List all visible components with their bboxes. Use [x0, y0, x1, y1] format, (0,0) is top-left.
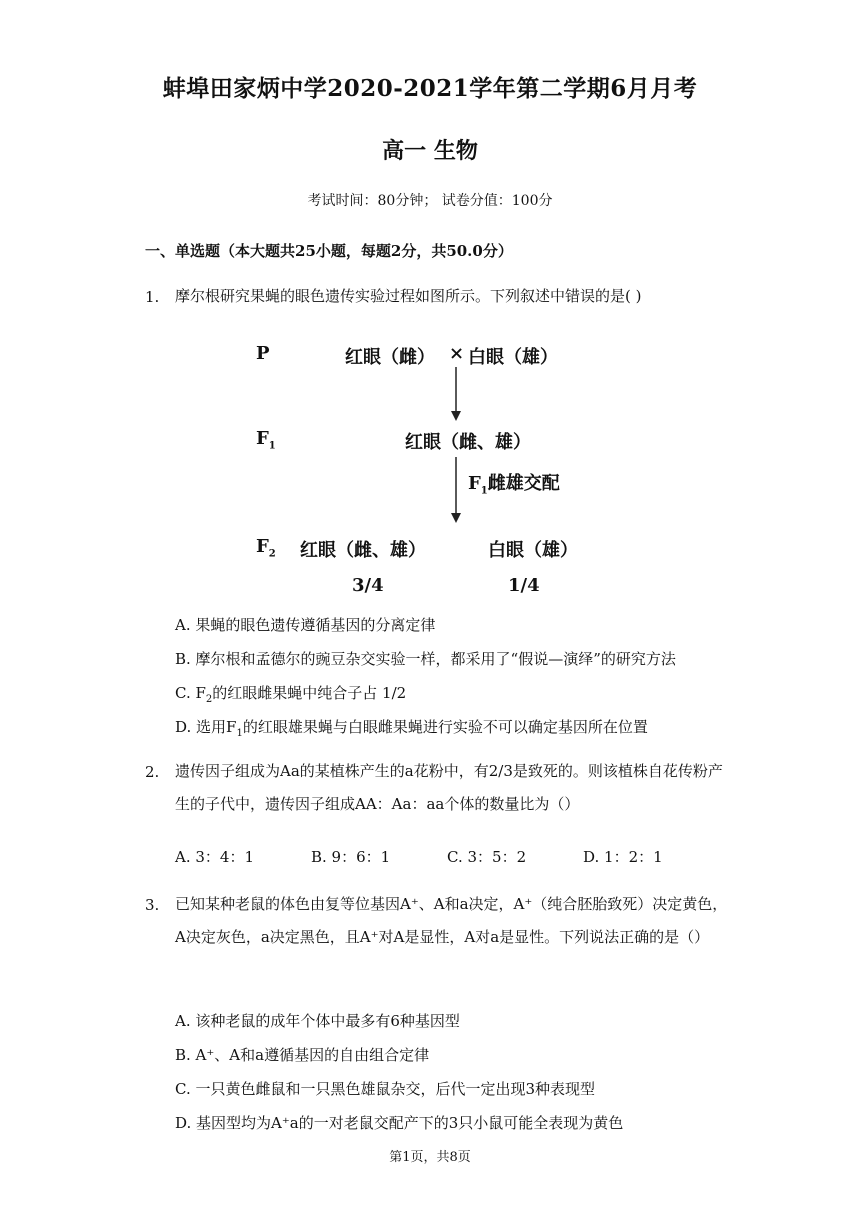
- p-label: P: [256, 343, 270, 364]
- f2-right-phenotype: 白眼（雄）: [488, 540, 578, 561]
- cross-arrows: [240, 335, 630, 605]
- f1-result: 红眼（雌、雄）: [405, 432, 531, 453]
- q2-option-c: C. 3：5：2: [447, 848, 527, 866]
- q3-text: 已知某种老鼠的体色由复等位基因A⁺、A和a决定，A⁺（纯合胚胎致死）决定黄色，A决定灰色，a决定黑色，且A⁺对A是显性，A对a是显性。下列说法正确的是（）: [175, 895, 728, 946]
- page-footer: 第1页，共8页: [389, 1150, 471, 1165]
- page-title: 蚌埠田家炳中学2020-2021学年第二学期6月月考: [162, 75, 698, 102]
- q2-number: 2.: [145, 763, 160, 781]
- q3-option-a: A. 该种老鼠的成年个体中最多有6种基因型: [175, 1012, 460, 1030]
- page-subtitle: 高一 生物: [382, 138, 478, 164]
- f2-left-ratio: 3/4: [352, 575, 384, 596]
- q3-option-b: B. A⁺、A和a遵循基因的自由组合定律: [175, 1046, 430, 1064]
- q1-option-b: B. 摩尔根和孟德尔的豌豆杂交实验一样，都采用了“假说—演绎”的研究方法: [175, 650, 676, 668]
- q2-option-a: A. 3：4：1: [175, 848, 254, 866]
- q2-options: [175, 846, 735, 867]
- q1-number: 1.: [145, 288, 160, 306]
- q3-number: 3.: [145, 896, 160, 914]
- f2-left-phenotype: 红眼（雌、雄）: [300, 540, 426, 561]
- cross-symbol: ×: [449, 343, 465, 364]
- q1-text: 摩尔根研究果蝇的眼色遗传实验过程如图所示。下列叙述中错误的是( ): [175, 287, 642, 305]
- f2-right-ratio: 1/4: [508, 575, 540, 596]
- f1-mating-label: $F_1$雌雄交配: [468, 473, 560, 497]
- q3-option-c: C. 一只黄色雌鼠和一只黑色雄鼠杂交，后代一定出现3种表现型: [175, 1080, 596, 1098]
- p-cross-right: 白眼（雄）: [468, 347, 558, 368]
- genetics-cross-diagram: [240, 335, 630, 605]
- q2-text: 遗传因子组成为Aa的某植株产生的a花粉中，有2/3是致死的。则该植株自花传粉产生的子代中，遗传因子组成AA：Aa：aa个体的数量比为（）: [175, 762, 723, 813]
- q2-option-d: D. 1：2：1: [583, 848, 663, 866]
- q2-option-b: B. 9：6：1: [311, 848, 391, 866]
- f1-label: $F_1$: [256, 428, 276, 452]
- q1-option-a: A. 果蝇的眼色遗传遵循基因的分离定律: [175, 616, 436, 634]
- p-cross-left: 红眼（雌）: [345, 347, 435, 368]
- q1-option-d: D. 选用$F_1$的红眼雄果蝇与白眼雌果蝇进行实验不可以确定基因所在位置: [175, 718, 648, 739]
- exam-info: 考试时间：80分钟； 试卷分值：100分: [307, 193, 553, 209]
- q3-option-d: D. 基因型均为A⁺a的一对老鼠交配产下的3只小鼠可能全表现为黄色: [175, 1114, 624, 1132]
- section-heading: 一、单选题（本大题共25小题，每题2分，共50.0分）: [145, 242, 513, 260]
- q1-option-c: C. $F_2$的红眼雌果蝇中纯合子占 1/2: [175, 684, 407, 705]
- f2-label: $F_2$: [256, 536, 276, 560]
